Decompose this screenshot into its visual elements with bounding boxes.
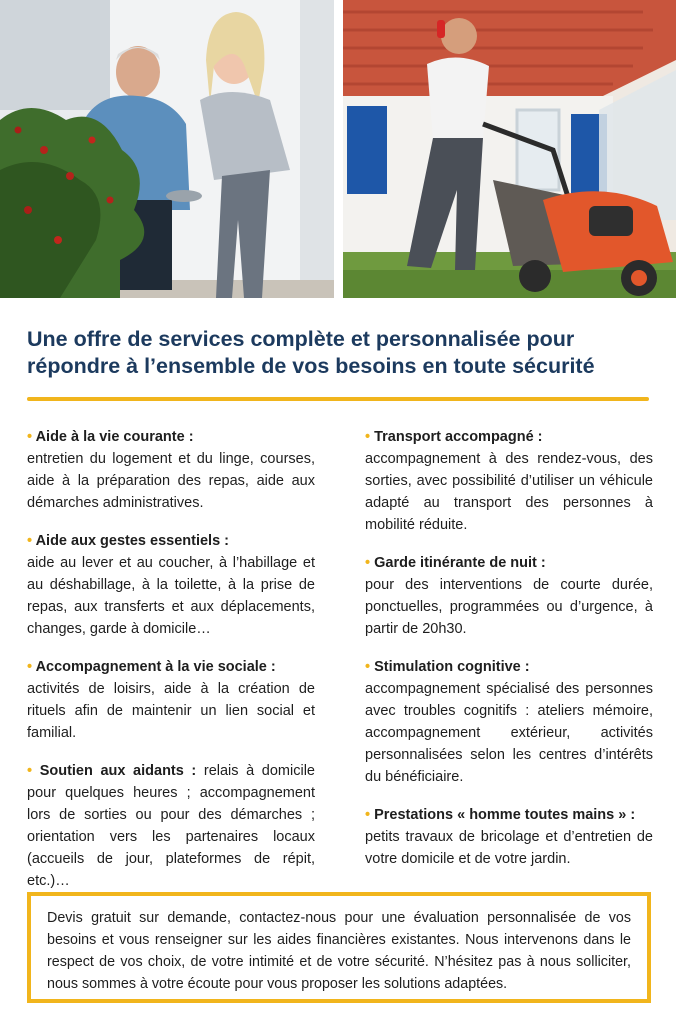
- service-description: petits travaux de bricolage et d’entretien de votre domicile et de votre jardin.: [365, 829, 653, 867]
- service-item: [365, 426, 653, 536]
- caregiver-photo-illustration: [0, 0, 334, 298]
- service-title-text: Accompagnement à la vie sociale :: [35, 659, 276, 675]
- title-underline: [27, 397, 649, 401]
- service-title: [27, 763, 196, 779]
- bullet-icon: •: [365, 807, 371, 823]
- service-title: [365, 426, 653, 448]
- lawnmower-photo: [343, 0, 676, 298]
- service-description: relais à domicile pour quelques heures ; accompagnement lors de sorties ou pour des démarches ; orientation vers les partenaires locaux (accueils de jour, plateformes de répit, etc.)…: [27, 763, 315, 889]
- bullet-icon: •: [27, 429, 33, 445]
- service-description: aide au lever et au coucher, à l’habillage et au déshabillage, à la toilette, à la prise de repas, aux transferts et aux déplacements, changes, garde à domicile…: [27, 555, 315, 637]
- service-description: accompagnement spécialisé des personnes avec troubles cognitifs : ateliers mémoire, accompagnement extérieur, activités personnalisées selon les centres d’intérêts du bénéficiaire.: [365, 681, 653, 785]
- bullet-icon: •: [27, 659, 33, 675]
- bullet-icon: •: [27, 763, 33, 779]
- service-title: [27, 656, 315, 678]
- service-description: activités de loisirs, aide à la création de rituels afin de maintenir un lien social et familial.: [27, 681, 315, 741]
- service-item: [27, 530, 315, 640]
- lawnmower-photo-illustration: [343, 0, 676, 298]
- contact-callout: [27, 892, 651, 1003]
- service-title-text: Transport accompagné :: [374, 429, 543, 445]
- page-title: Une offre de services complète et personnalisée pour répondre à l’ensemble de vos besoins en toute sécurité: [27, 327, 595, 378]
- service-item: [365, 552, 653, 640]
- service-description: accompagnement à des rendez-vous, des sorties, avec possibilité d’utiliser un véhicule adapté au transport des personnes à mobilité réduite.: [365, 451, 653, 533]
- bullet-icon: •: [365, 659, 371, 675]
- service-item: [27, 656, 315, 744]
- contact-text: Devis gratuit sur demande, contactez-nous pour une évaluation personnalisée de vos besoins et vous renseigner sur les aides financières existantes. Nous intervenons dans le respect de vos choix, de votre intimité et de votre sécurité. N’hésitez pas à nous solliciter, nous sommes à votre écoute pour vous proposer les solutions adaptées.: [47, 910, 631, 992]
- bullet-icon: •: [365, 429, 371, 445]
- service-title-text: Aide à la vie courante :: [35, 429, 194, 445]
- service-title-text: Stimulation cognitive :: [374, 659, 530, 675]
- services-column-right: [365, 426, 653, 886]
- service-item: [27, 760, 315, 892]
- photo-strip: [0, 0, 676, 298]
- service-title-text: Prestations « homme toutes mains » :: [374, 807, 636, 823]
- service-title: [27, 426, 315, 448]
- service-item: [365, 804, 653, 870]
- service-description: entretien du logement et du linge, courses, aide à la préparation des repas, aide aux démarches administratives.: [27, 451, 315, 511]
- service-title: [365, 804, 653, 826]
- bullet-icon: •: [27, 533, 33, 549]
- bullet-icon: •: [365, 555, 371, 571]
- service-title: [27, 530, 315, 552]
- service-title: [365, 552, 653, 574]
- caregiver-photo: [0, 0, 334, 298]
- service-description: pour des interventions de courte durée, ponctuelles, programmées ou d’urgence, à partir de 20h30.: [365, 577, 653, 637]
- service-title: [365, 656, 653, 678]
- service-title-text: Garde itinérante de nuit :: [374, 555, 546, 571]
- services-column-left: [27, 426, 315, 908]
- service-item: [365, 656, 653, 788]
- service-title-text: Soutien aux aidants :: [39, 763, 197, 779]
- service-title-text: Aide aux gestes essentiels :: [35, 533, 229, 549]
- service-item: [27, 426, 315, 514]
